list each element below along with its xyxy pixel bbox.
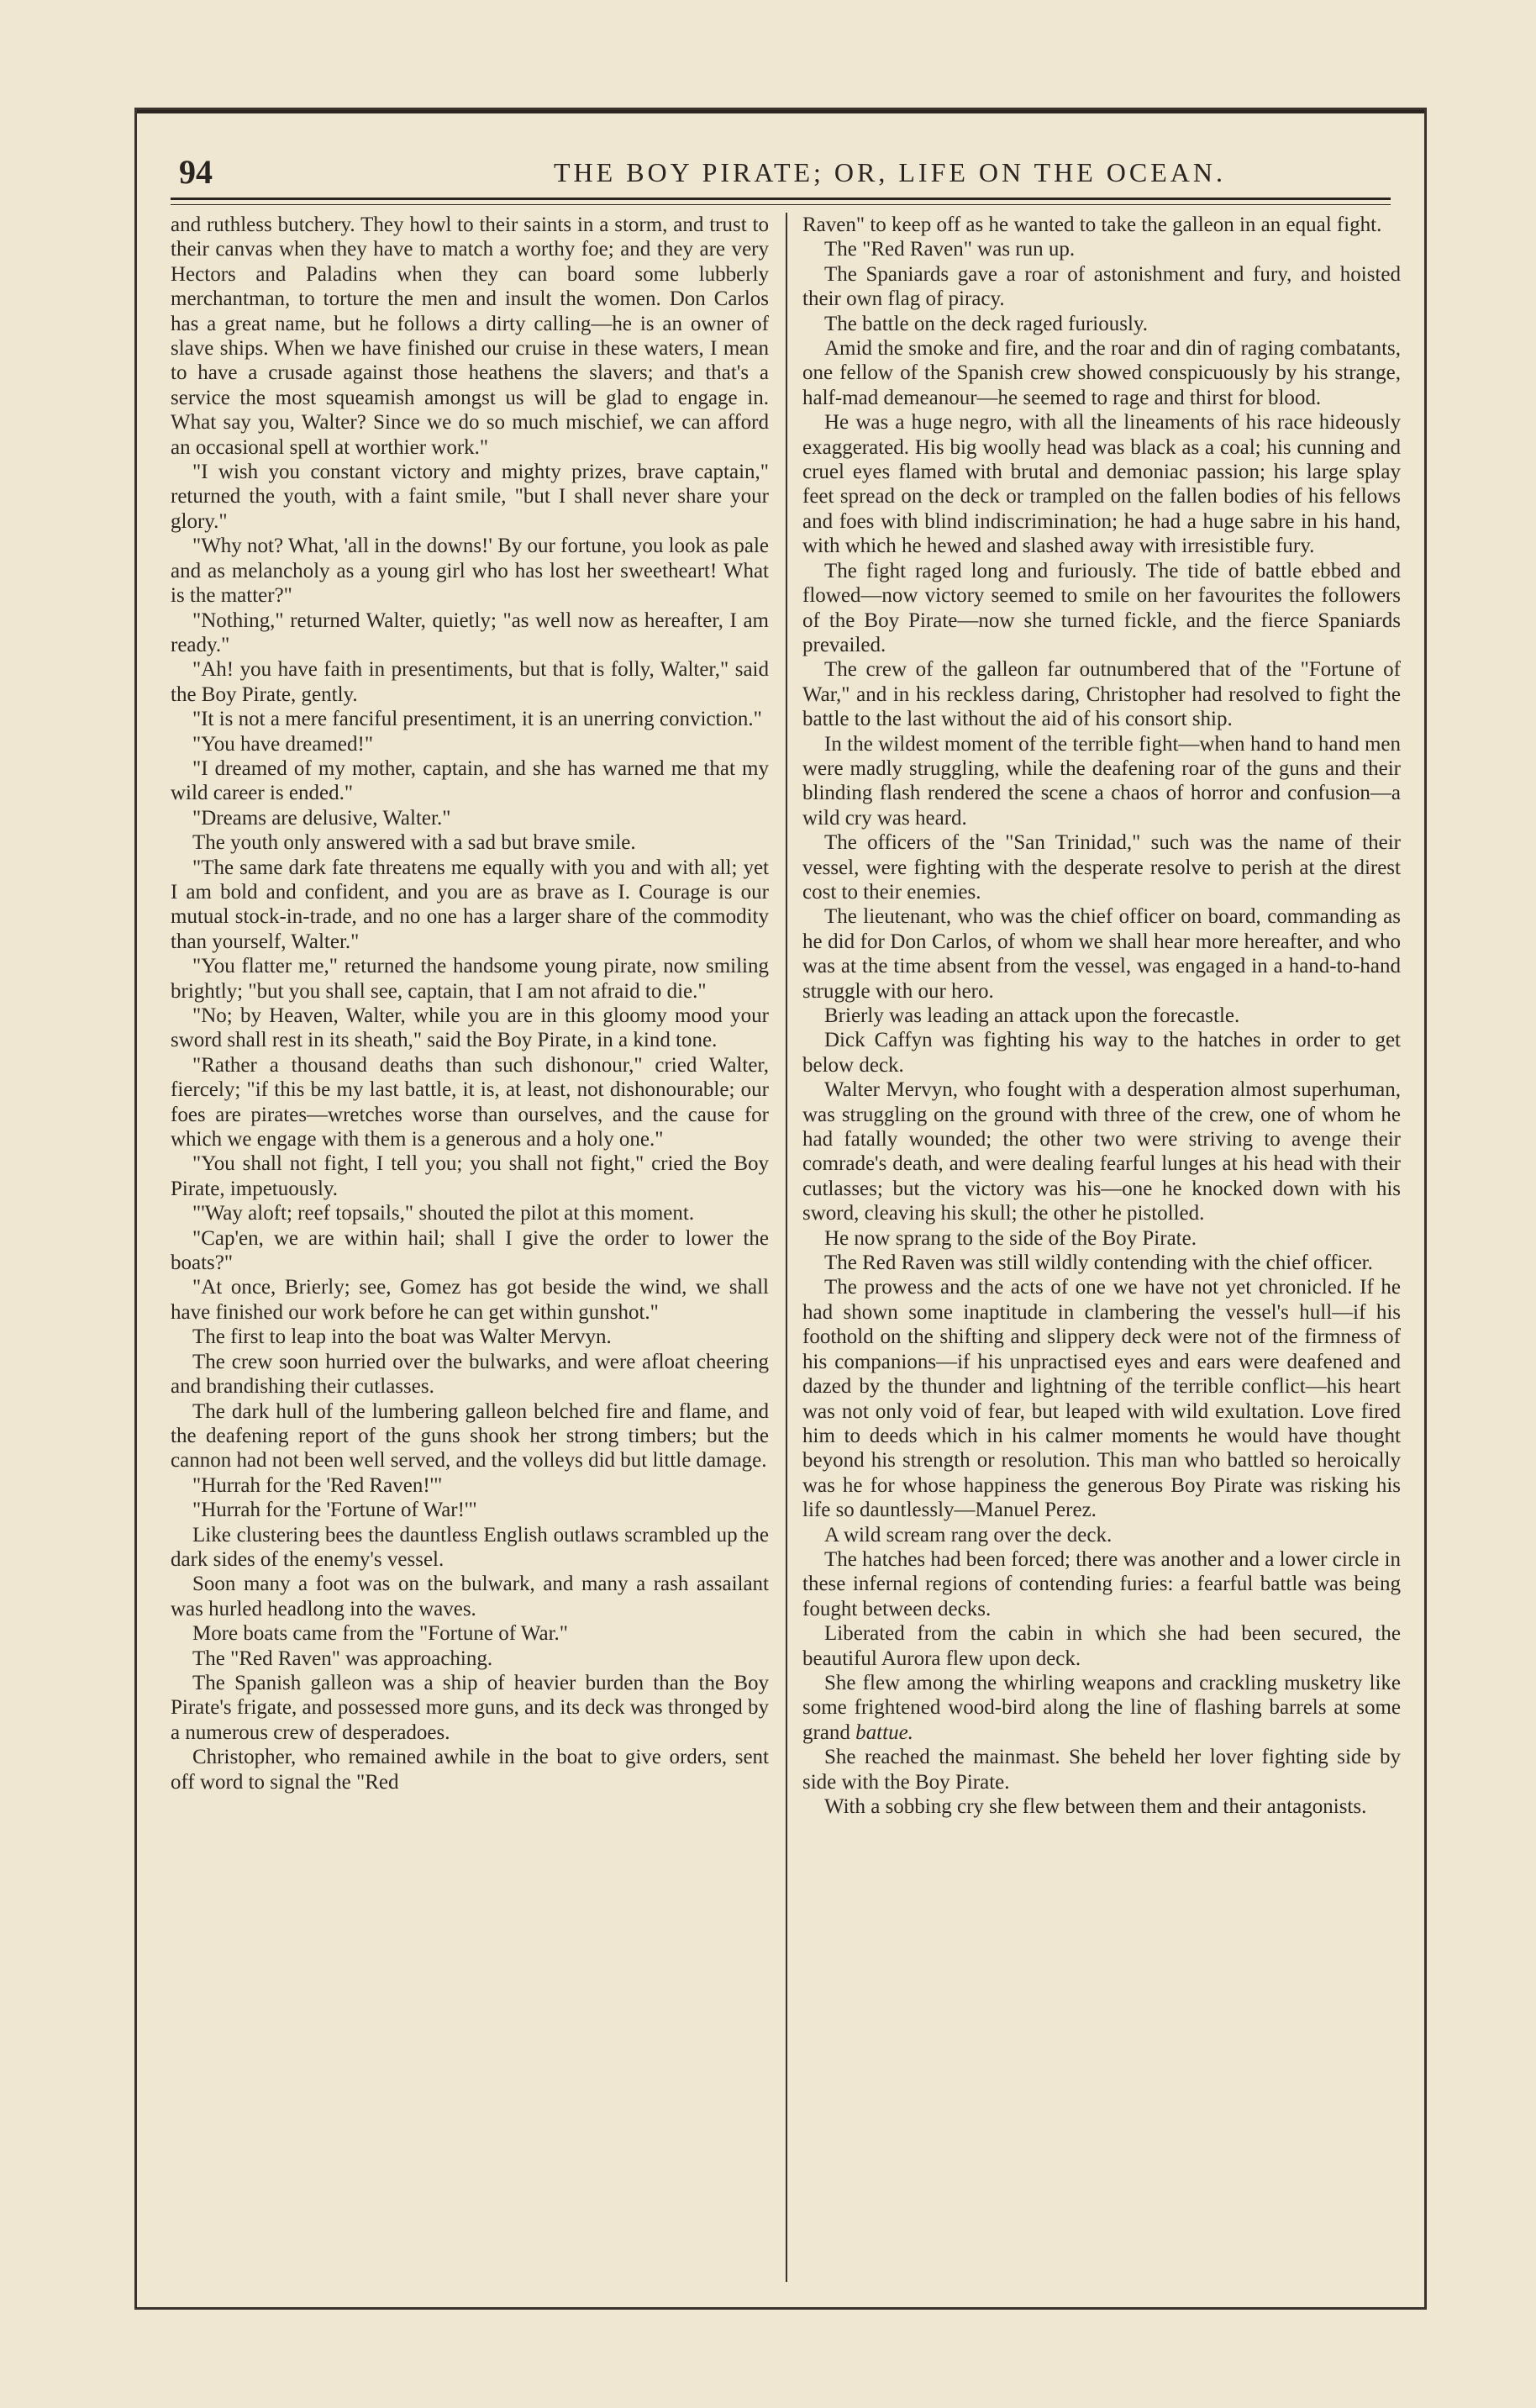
paragraph (802, 1671, 1401, 1745)
paragraph: "The same dark fate threatens me equally with you and with all; yet I am bold and confident, and you are as brave as I. Courage is our mutual stock-in-trade, and no one has a larger share of the commodity than yourself, Walter." (171, 856, 769, 953)
paragraph: Dick Caffyn was fighting his way to the hatches in order to get below deck. (802, 1029, 1401, 1077)
paragraph: "Rather a thousand deaths than such dishonour," cried Walter, fiercely; "if this be my last battle, it is, at least, not dishonourable; our foes are pirates—wretches worse than ourselves, and the cause for which we engage with them is a generous and a holy one." (171, 1053, 769, 1151)
paragraph: The crew of the galleon far outnumbered that of the "Fortune of War," and in his reckless daring, Christopher had resolved to fight the battle to the last without the aid of his consort ship. (802, 658, 1401, 731)
paragraph: Raven" to keep off as he wanted to take the galleon in an equal fight. (802, 213, 1382, 236)
paragraph: The crew soon hurried over the bulwarks, and were afloat cheering and brandishing their cutlasses. (171, 1350, 769, 1399)
paragraph-text: She flew among the whirling weapons and crackling musketry like some frightened wood-bird along the line of flashing barrels at some grand (802, 1671, 1401, 1744)
left-column (171, 213, 769, 2282)
paragraph: The "Red Raven" was approaching. (192, 1647, 493, 1670)
page-number: 94 (179, 153, 213, 191)
paragraph: "Why not? What, 'all in the downs!' By our fortune, you look as pale and as melancholy as a young girl who has lost her sweetheart! What is the matter?" (171, 535, 769, 608)
paragraph: "No; by Heaven, Walter, while you are in this gloomy mood your sword shall rest in its sheath," said the Boy Pirate, in a kind tone. (171, 1004, 769, 1052)
paragraph: A wild scream rang over the deck. (824, 1523, 1113, 1546)
paragraph: The youth only answered with a sad but brave smile. (192, 831, 636, 855)
paragraph: "'Way aloft; reef topsails," shouted the pilot at this moment. (192, 1202, 695, 1225)
paragraph: "You flatter me," returned the handsome young pirate, now smiling brightly; "but you shall see, captain, that I am not afraid to die." (171, 955, 769, 1003)
paragraph: The "Red Raven" was run up. (824, 238, 1076, 261)
paragraph: "At once, Brierly; see, Gomez has got beside the wind, we shall have finished our work before he can get within gunshot." (171, 1276, 769, 1324)
paragraph: Christopher, who remained awhile in the boat to give orders, sent off word to signal the "Red (171, 1746, 769, 1794)
column-divider (786, 213, 787, 2282)
header-rule-thin (171, 204, 1391, 205)
paragraph: "Hurrah for the 'Fortune of War!'" (192, 1499, 477, 1522)
paragraph: "Ah! you have faith in presentiments, but that is folly, Walter," said the Boy Pirate, gently. (171, 658, 769, 706)
paragraph: She reached the mainmast. She beheld her lover fighting side by side with the Boy Pirate. (802, 1746, 1401, 1794)
paragraph: He now sprang to the side of the Boy Pirate. (824, 1226, 1197, 1250)
paragraph: Liberated from the cabin in which she had been secured, the beautiful Aurora flew upon deck. (802, 1622, 1401, 1670)
page-frame (134, 108, 1427, 2310)
paragraph: The first to leap into the boat was Walter Mervyn. (192, 1325, 612, 1349)
paragraph: Brierly was leading an attack upon the forecastle. (824, 1004, 1240, 1027)
paragraph: Like clustering bees the dauntless English outlaws scrambled up the dark sides of the enemy's vessel. (171, 1523, 769, 1571)
paragraph: "It is not a mere fanciful presentiment, it is an unerring conviction." (192, 708, 762, 731)
text-columns (171, 213, 1401, 2282)
paragraph: More boats came from the "Fortune of War." (192, 1622, 568, 1646)
paragraph: "Dreams are delusive, Walter." (192, 806, 451, 830)
paragraph: The Spanish galleon was a ship of heavier burden than the Boy Pirate's frigate, and possessed more guns, and its deck was thronged by a numerous crew of desperadoes. (171, 1671, 769, 1744)
paragraph: The officers of the "San Trinidad," such was the name of their vessel, were fighting with the desperate resolve to perish at the direst cost to their enemies. (802, 831, 1401, 904)
paragraph: "Cap'en, we are within hail; shall I give the order to lower the boats?" (171, 1226, 769, 1275)
paragraph: The prowess and the acts of one we have not yet chronicled. If he had shown some inaptitude in clambering the vessel's hull—if his foothold on the shifting and slippery deck were not of the firmness of his companions—if his unpractised eyes and ears were deafened and dazed by the thunder and lightning of the terrible conflict—his heart was not only void of fear, but leaped with wild exultation. Love fired him to deeds which in his calmer moments he would have thought beyond his strength or resolution. This man who battled so heroically was he for whose happiness the generous Boy Pirate was risking his life so dauntlessly—Manuel Perez. (802, 1276, 1401, 1522)
top-border-rule (137, 110, 1424, 113)
paragraph: The Spaniards gave a roar of astonishment and fury, and hoisted their own flag of piracy. (802, 262, 1401, 311)
header-rule (171, 198, 1391, 200)
paragraph: The hatches had been forced; there was another and a lower circle in these infernal regions of contending furies: a fearful battle was being fought between decks. (802, 1547, 1401, 1620)
paragraph: The battle on the deck raged furiously. (824, 312, 1149, 335)
right-column (802, 213, 1401, 2282)
paragraph: and ruthless butchery. They howl to their saints in a storm, and trust to their canvas when they have to match a worthy foe; and they are very Hectors and Paladins when they can board some lubberly merchantman, to torture the men and insult the women. Don Carlos has a great name, but he follows a dirty calling—he is an owner of slave ships. When we have finished our cruise in these waters, I mean to have a crusade against those heathens the slavers; and that's a service the most squeamish amongst us will be glad to engage in. What say you, Walter? Since we do so much mischief, we can afford an occasional spell at worthier work." (171, 213, 769, 459)
paragraph: He was a huge negro, with all the lineaments of his race hideously exaggerated. His big woolly head was black as a coal; his cunning and cruel eyes flamed with brutal and demoniac passion; his large splay feet spread on the deck or trampled on the fallen bodies of his fellows and foes with blind indiscrimination; he had a huge sabre in his hand, with which he hewed and slashed away with irresistible fury. (802, 411, 1401, 558)
paragraph: Soon many a foot was on the bulwark, and many a rash assailant was hurled headlong into the waves. (171, 1573, 769, 1620)
paragraph: "You shall not fight, I tell you; you shall not fight," cried the Boy Pirate, impetuously. (171, 1152, 769, 1200)
paragraph: "Nothing," returned Walter, quietly; "as well now as hereafter, I am ready." (171, 609, 769, 656)
paragraph: "You have dreamed!" (192, 732, 374, 756)
paragraph: Amid the smoke and fire, and the roar and din of raging combatants, one fellow of the Spanish crew showed conspicuously by his strange, half-mad demeanour—he seemed to rage and thirst for blood. (802, 337, 1401, 409)
paragraph: The dark hull of the lumbering galleon belched fire and flame, and the deafening report of the guns shook her strong timbers; but the cannon had not been well served, and the volleys did but little damage. (171, 1399, 769, 1473)
paragraph: In the wildest moment of the terrible fight—when hand to hand men were madly struggling, while the deafening roar of the guns and their blinding flash rendered the scene a chaos of horror and confusion—a wild cry was heard. (802, 732, 1401, 830)
paragraph: "I dreamed of my mother, captain, and she has warned me that my wild career is ended." (171, 756, 769, 805)
paragraph: With a sobbing cry she flew between them and their antagonists. (824, 1795, 1367, 1818)
paragraph: "I wish you constant victory and mighty prizes, brave captain," returned the youth, with a faint smile, "but I shall never share your glory." (171, 461, 769, 533)
paragraph: The fight raged long and furiously. The tide of battle ebbed and flowed—now victory seemed to smile on her favourites the followers of the Boy Pirate—now she turned fickle, and the fierce Spaniards prevailed. (802, 559, 1401, 656)
paragraph: "Hurrah for the 'Red Raven!'" (192, 1473, 443, 1497)
paragraph: Walter Mervyn, who fought with a desperation almost superhuman, was struggling on the ground with three of the crew, one of whom he had fatally wounded; the other two were striving to avenge their comrade's death, and were dealing fearful lunges at his head with their cutlasses; but the victory was his—one he knocked down with his sword, cleaving his skull; the other he pistolled. (802, 1078, 1401, 1225)
italic-word: battue. (855, 1720, 913, 1744)
running-head (137, 152, 1424, 203)
running-title: THE BOY PIRATE; OR, LIFE ON THE OCEAN. (554, 157, 1226, 187)
paragraph: The lieutenant, who was the chief officer on board, commanding as he did for Don Carlos, of whom we shall hear more hereafter, and who was at the time absent from the vessel, was engaged in a hand-to-hand struggle with our hero. (802, 905, 1401, 1003)
paragraph: The Red Raven was still wildly contending with the chief officer. (824, 1251, 1373, 1275)
